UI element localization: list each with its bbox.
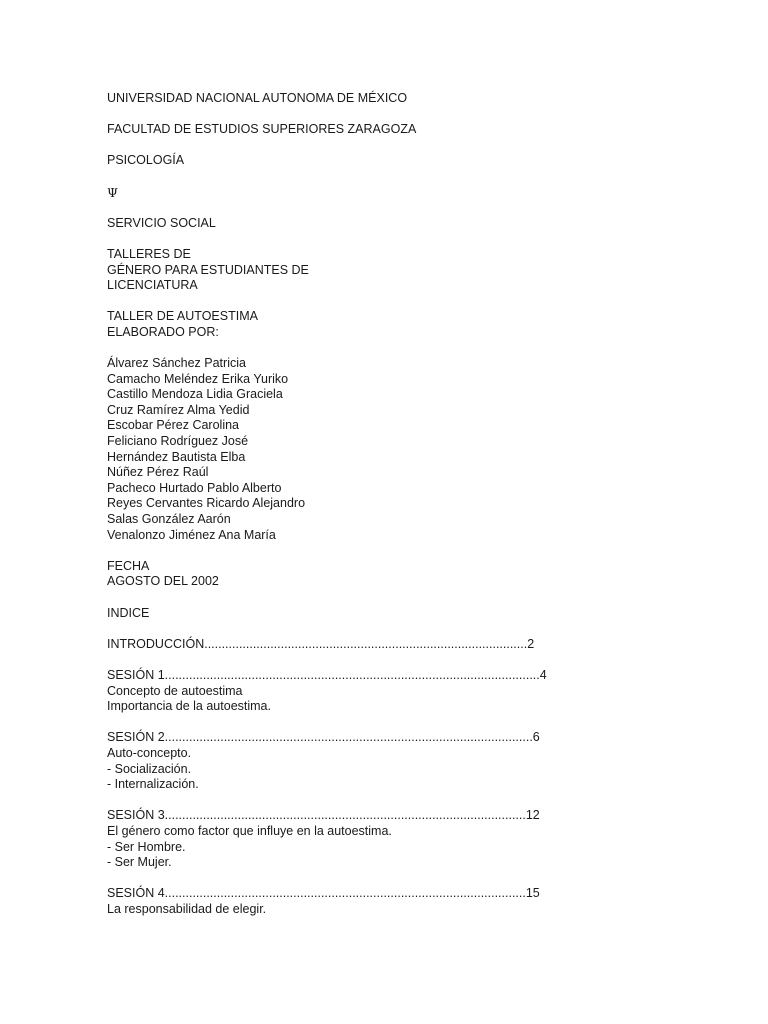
index-entry-heading: INTRODUCCIÓN.............................................................................................2 bbox=[107, 636, 535, 651]
index-entry-introduccion bbox=[107, 637, 577, 653]
faculty-name: FACULTAD DE ESTUDIOS SUPERIORES ZARAGOZA bbox=[107, 122, 417, 137]
author-list bbox=[107, 356, 577, 543]
program-name: PSICOLOGÍA bbox=[107, 153, 185, 168]
index-entry-subitem: Concepto de autoestima bbox=[107, 683, 243, 698]
author-name: Pacheco Hurtado Pablo Alberto bbox=[107, 480, 282, 495]
author-name: Reyes Cervantes Ricardo Alejandro bbox=[107, 496, 306, 511]
index-entry-sesion-3 bbox=[107, 808, 577, 870]
author-name: Escobar Pérez Carolina bbox=[107, 418, 240, 433]
author-name: Cruz Ramírez Alma Yedid bbox=[107, 402, 250, 417]
index-entry-subitem: El género como factor que influye en la autoestima. bbox=[107, 823, 392, 838]
index-entry-subitem: - Socialización. bbox=[107, 761, 192, 776]
author-name: Hernández Bautista Elba bbox=[107, 449, 246, 464]
author-name: Núñez Pérez Raúl bbox=[107, 465, 209, 480]
workshop-name: TALLER DE AUTOESTIMA bbox=[107, 309, 258, 324]
author-name: Álvarez Sánchez Patricia bbox=[107, 356, 246, 371]
author-name: Camacho Meléndez Erika Yuriko bbox=[107, 371, 289, 386]
date-value: AGOSTO DEL 2002 bbox=[107, 574, 219, 589]
university-name: UNIVERSIDAD NACIONAL AUTONOMA DE MÉXICO bbox=[107, 91, 408, 105]
index-entry-heading: SESIÓN 3........................................................................................................12 bbox=[107, 808, 540, 823]
prepared-by-label: ELABORADO POR: bbox=[107, 324, 219, 339]
index-entry-heading: SESIÓN 4........................................................................................................15 bbox=[107, 886, 540, 901]
author-name: Castillo Mendoza Lidia Graciela bbox=[107, 387, 283, 402]
index-entry-subitem: Importancia de la autoestima. bbox=[107, 699, 271, 714]
author-name: Venalonzo Jiménez Ana María bbox=[107, 527, 276, 542]
index-entry-subitem: La responsabilidad de elegir. bbox=[107, 901, 267, 916]
index-entry-heading: SESIÓN 2..........................................................................................................6 bbox=[107, 730, 540, 745]
service-label: SERVICIO SOCIAL bbox=[107, 215, 216, 230]
title-line-1: TALLERES DE bbox=[107, 246, 191, 261]
author-name: Salas González Aarón bbox=[107, 512, 231, 527]
psi-symbol: Ψ bbox=[107, 184, 118, 200]
index-entry-subitem: - Internalización. bbox=[107, 777, 199, 792]
date-label: FECHA bbox=[107, 558, 150, 573]
title-line-2: GÉNERO PARA ESTUDIANTES DE bbox=[107, 262, 309, 277]
index-entry-sesion-4 bbox=[107, 886, 577, 917]
author-name: Feliciano Rodríguez José bbox=[107, 434, 249, 449]
index-entry-subitem: - Ser Mujer. bbox=[107, 855, 172, 870]
index-entry-sesion-1 bbox=[107, 668, 577, 715]
index-entry-subitem: Auto-concepto. bbox=[107, 745, 192, 760]
index-entry-subitem: - Ser Hombre. bbox=[107, 839, 186, 854]
index-title: INDICE bbox=[107, 605, 150, 620]
document-body bbox=[107, 91, 577, 917]
index-entry-sesion-2 bbox=[107, 730, 577, 792]
index-entry-heading: SESIÓN 1............................................................................................................4 bbox=[107, 667, 547, 682]
title-line-3: LICENCIATURA bbox=[107, 278, 198, 293]
